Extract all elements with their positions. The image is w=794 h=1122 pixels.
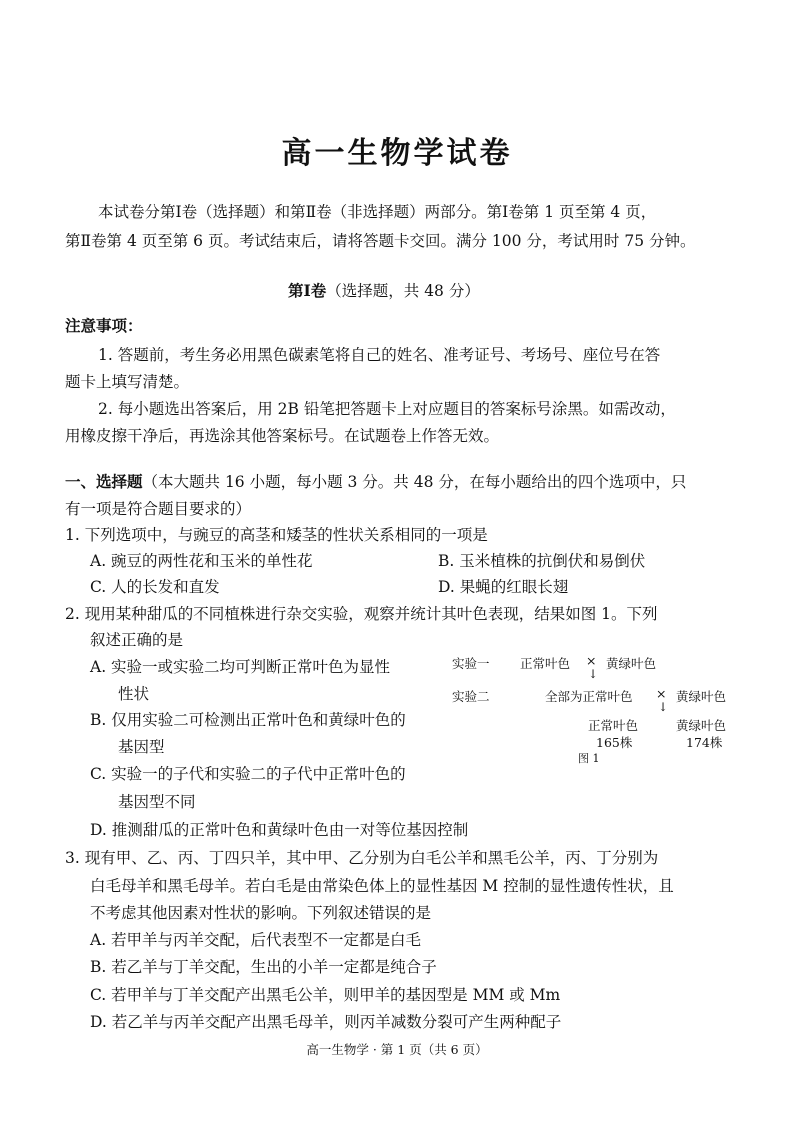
- q3-stem-line-3: 不考虑其他因素对性状的影响。下列叙述错误的是: [90, 904, 432, 922]
- fig-exp1-label: 实验一: [452, 656, 490, 671]
- fig-offspring-2: 黄绿叶色: [676, 718, 727, 733]
- notes-heading: 注意事项：: [65, 316, 143, 335]
- fig-caption: 图 1: [578, 752, 600, 765]
- q1-option-c: C. 人的长发和直发: [90, 578, 220, 596]
- fig-exp2-parent1: 全部为正常叶色: [545, 689, 633, 704]
- q1-stem: 1. 下列选项中，与豌豆的高茎和矮茎的性状关系相同的一项是: [65, 526, 488, 544]
- part1-rest: （选择题，共 48 分）: [326, 282, 480, 300]
- fig-exp2-cross: ×: [656, 686, 667, 701]
- section1-bold: 一、选择题: [65, 472, 143, 491]
- note-1-line-2: 题卡上填写清楚。: [65, 373, 190, 391]
- q3-option-c: C. 若甲羊与丁羊交配产出黑毛公羊，则甲羊的基因型是 MM 或 Mm: [90, 986, 561, 1004]
- q3-stem-line-2: 白毛母羊和黑毛母羊。若白毛是由常染色体上的显性基因 M 控制的显性遗传性状，且: [90, 877, 674, 895]
- q3-option-b: B. 若乙羊与丁羊交配，生出的小羊一定都是纯合子: [90, 958, 437, 976]
- fig-exp2-parent2: 黄绿叶色: [676, 689, 727, 704]
- page-title: 高一生物学试卷: [281, 136, 513, 171]
- fig-exp2-label: 实验二: [452, 689, 490, 704]
- fig-offspring-2-count: 174株: [686, 735, 723, 750]
- fig-arrow-down-icon: ↓: [658, 700, 669, 714]
- q1-option-d: D. 果蝇的红眼长翅: [438, 578, 569, 596]
- part1-heading: [288, 279, 480, 301]
- q3-stem-line-1: 3. 现有甲、乙、丙、丁四只羊，其中甲、乙分别为白毛公羊和黑毛公羊，丙、丁分别为: [65, 849, 659, 867]
- section1-rest: （本大题共 16 小题，每小题 3 分。共 48 分，在每小题给出的四个选项中，只: [142, 473, 687, 491]
- q1-option-a: A. 豌豆的两性花和玉米的单性花: [90, 552, 313, 570]
- q2-option-b-line-1: B. 仅用实验二可检测出正常叶色和黄绿叶色的: [90, 711, 406, 729]
- q2-option-c-line-2: 基因型不同: [118, 793, 196, 811]
- page-footer: 高一生物学 · 第 1 页（共 6 页）: [306, 1042, 488, 1057]
- q1-option-b: B. 玉米植株的抗倒伏和易倒伏: [438, 552, 646, 570]
- section1-line-2: 有一项是符合题目要求的）: [65, 500, 252, 518]
- q2-option-d: D. 推测甜瓜的正常叶色和黄绿叶色由一对等位基因控制: [90, 821, 469, 839]
- q2-stem-line-2: 叙述正确的是: [90, 631, 184, 649]
- note-2-line-2: 用橡皮擦干净后，再选涂其他答案标号。在试题卷上作答无效。: [65, 427, 500, 445]
- fig-exp1-cross: ×: [586, 653, 597, 668]
- q2-option-a-line-2: 性状: [118, 685, 150, 703]
- fig-arrow-down-icon: ↓: [588, 667, 599, 681]
- note-1-line-1: 1. 答题前，考生务必用黑色碳素笔将自己的姓名、准考证号、考场号、座位号在答: [98, 346, 661, 364]
- fig-offspring-1-count: 165株: [596, 735, 633, 750]
- note-2-line-1: 2. 每小题选出答案后，用 2B 铅笔把答题卡上对应题目的答案标号涂黑。如需改动，: [98, 400, 676, 418]
- intro-line-1: 本试卷分第Ⅰ卷（选择题）和第Ⅱ卷（非选择题）两部分。第Ⅰ卷第 1 页至第 4 页，: [98, 203, 657, 221]
- section1-heading: [65, 470, 686, 492]
- q2-stem-line-1: 2. 现用某种甜瓜的不同植株进行杂交实验，观察并统计其叶色表现，结果如图 1。下列: [65, 605, 658, 623]
- q3-option-a: A. 若甲羊与丙羊交配，后代表型不一定都是白毛: [90, 931, 422, 949]
- fig-exp1-parent1: 正常叶色: [520, 656, 571, 671]
- q2-option-c-line-1: C. 实验一的子代和实验二的子代中正常叶色的: [90, 765, 406, 783]
- fig-exp1-parent2: 黄绿叶色: [606, 656, 657, 671]
- fig-offspring-1: 正常叶色: [588, 718, 639, 733]
- q3-option-d: D. 若乙羊与丙羊交配产出黑毛母羊，则丙羊减数分裂可产生两种配子: [90, 1013, 562, 1031]
- q2-option-a-line-1: A. 实验一或实验二均可判断正常叶色为显性: [90, 658, 391, 676]
- q2-option-b-line-2: 基因型: [118, 738, 165, 756]
- intro-line-2: 第Ⅱ卷第 4 页至第 6 页。考试结束后，请将答题卡交回。满分 100 分，考试用时 75 分钟。: [65, 232, 696, 250]
- part1-bold: 第Ⅰ卷: [288, 281, 327, 300]
